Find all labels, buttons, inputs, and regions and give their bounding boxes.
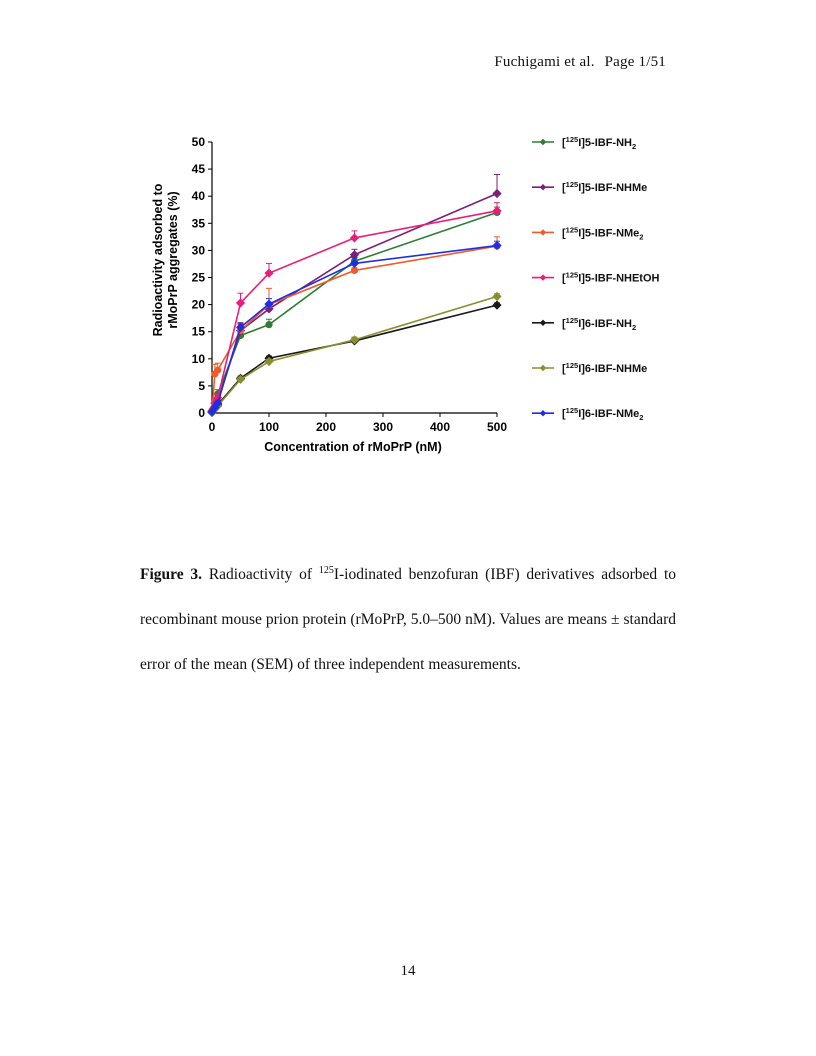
caption-superscript: 125: [318, 565, 334, 576]
caption-text-part-2: I-iodinated benzofuran (IBF) derivatives adsorbed to recombinant mouse prion protein (rMoPrP, 5.0–500 nM). Values are means ± standard error of the mean (SEM) of three independent measurements.: [140, 566, 677, 674]
legend-label: [$^{125}$I]6-IBF-NHMe: [562, 361, 648, 375]
y-axis-label-line-1: Radioactivity adsorbed to: [151, 183, 165, 337]
legend-swatch-marker: [540, 365, 546, 371]
figure-label: Figure 3.: [140, 566, 203, 584]
y-tick-label: 50: [191, 135, 205, 149]
series-6: [207, 292, 501, 417]
y-axis-ticks: [192, 135, 212, 420]
data-point: [492, 292, 501, 301]
legend-item-1: [532, 135, 636, 151]
y-tick-label: 30: [191, 243, 205, 258]
y-tick-label: 35: [191, 216, 205, 231]
figure-chart: [140, 120, 700, 470]
header-authors: Fuchigami et al.: [494, 54, 595, 70]
header-page-label: Page 1/51: [604, 54, 666, 70]
data-point: [350, 335, 359, 344]
legend-swatch-marker: [540, 229, 546, 235]
x-axis-label: Concentration of rMoPrP (nM): [264, 440, 442, 454]
series-7: [207, 241, 501, 417]
x-axis-ticks: [209, 413, 508, 434]
chart-series: [207, 175, 501, 418]
legend-label: [$^{125}$I]5-IBF-NHEtOH: [562, 270, 660, 285]
y-axis-label: [151, 183, 180, 336]
y-tick-label: 10: [191, 351, 205, 366]
legend-item-2: [532, 180, 647, 194]
legend-label: $[^{125}I]6-IBF-NH_2$: [562, 315, 637, 332]
legend-item-7: [532, 406, 643, 422]
legend-swatch-marker: [540, 410, 546, 416]
y-tick-label: 25: [191, 270, 205, 285]
y-tick-label: 15: [191, 324, 205, 339]
legend-label: [$^{125}$I]6-IBF-NMe$_2$: [562, 406, 644, 423]
data-point: [492, 301, 501, 310]
x-tick-label: 400: [429, 420, 451, 434]
page-number: 14: [400, 963, 416, 979]
data-point: [492, 189, 501, 198]
y-tick-label: 20: [191, 297, 205, 312]
legend-item-3: [532, 225, 643, 241]
x-tick-label: 300: [372, 420, 394, 434]
legend-item-6: [532, 361, 647, 375]
data-point: [265, 321, 272, 328]
legend-label: [$^{125}$I]5-IBF-NMe$_2$: [562, 225, 644, 242]
legend-swatch-marker: [540, 139, 546, 145]
chart-axes: [212, 142, 497, 413]
y-tick-label: 45: [191, 162, 205, 177]
legend-swatch-marker: [540, 274, 546, 280]
y-axis-label-line-2: rMoPrP aggregates (%): [166, 191, 180, 329]
legend-label: [$^{125}$I]5-IBF-NHMe: [562, 180, 648, 195]
legend-label: $[^{125}I]5-IBF-NH_2$: [562, 135, 637, 151]
series-line: [212, 193, 497, 411]
legend-item-5: [532, 316, 636, 332]
data-point: [492, 241, 501, 250]
x-tick-label: 500: [486, 420, 508, 434]
legend-swatch-marker: [540, 184, 546, 190]
series-line: [212, 305, 497, 412]
data-point: [350, 233, 359, 242]
x-tick-label: 100: [258, 420, 280, 434]
chart-legend: [532, 135, 660, 422]
y-tick-label: 40: [191, 189, 205, 204]
y-tick-label: 0: [198, 406, 205, 420]
y-tick-label: 5: [198, 378, 205, 393]
data-point: [214, 367, 221, 374]
x-tick-label: 200: [315, 420, 337, 434]
series-line: [212, 296, 497, 412]
page-header: [488, 54, 666, 71]
legend-item-4: [532, 271, 660, 285]
figure-caption: [140, 548, 676, 687]
caption-text-part-1: Radioactivity of: [202, 566, 319, 584]
legend-swatch-marker: [540, 320, 546, 326]
series-2: [207, 175, 501, 416]
x-tick-label: 0: [208, 420, 216, 434]
